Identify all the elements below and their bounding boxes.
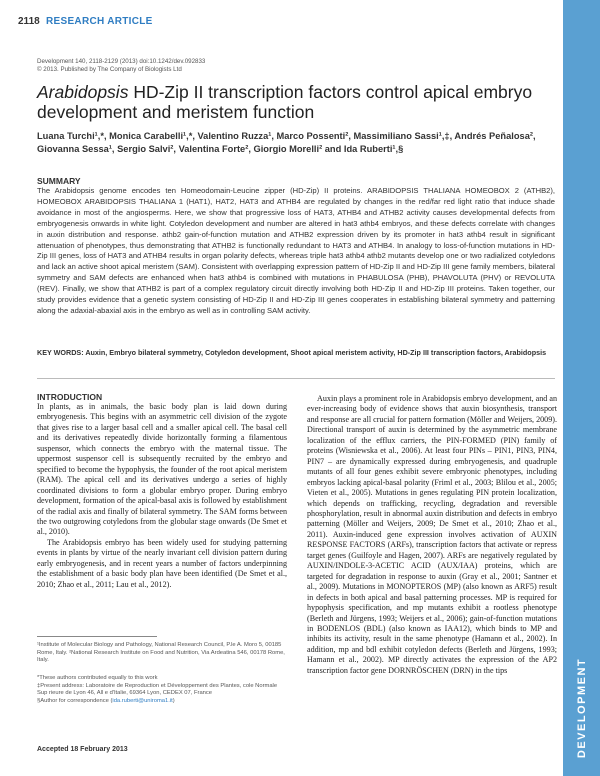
paragraph: The Arabidopsis embryo has been widely used for studying patterning events in plants by virtue of the nearly invariant cell division pattern during early embryogenesis, and in recent years a number of factors underpinning the establishment of a basic body plan have been identified (De Smet et al., 2010; Zhao et al., 2011; Lau et al., 2012).	[37, 537, 287, 589]
author-notes	[37, 675, 287, 706]
keywords: KEY WORDS: Auxin, Embryo bilateral symmetry, Cotyledon development, Shoot apical meristem activity, HD-Zip III transcription factors, Arabidopsis	[37, 348, 547, 357]
introduction-column-2	[307, 394, 557, 676]
equal-contribution-note: *These authors contributed equally to this work	[37, 675, 158, 681]
correspondence-email-link[interactable]: ida.ruberti@uniroma1.it	[112, 698, 173, 705]
accepted-date: Accepted 18 February 2013	[37, 746, 128, 753]
page-number: 2118	[18, 16, 40, 27]
copyright-line: © 2013. Published by The Company of Biologists Ltd	[37, 66, 182, 73]
footnote-divider	[37, 636, 157, 637]
correspondence-note	[37, 698, 287, 706]
paragraph: In plants, as in animals, the basic body plan is laid down during embryogenesis. This begins with an asymmetric cell division of the zygote that gives rise to a larger basal cell and a smaller apical cell. The basal cell and its derivatives repeatedly divide horizontally forming a filamentous suspensor, which connects the embryo with the maternal tissue. The uppermost suspensor cell is subsequently recruited by the embryo and specified to become the hypophysis, the founder of the root apical meristem (RAM). The apical cell and its derivatives undergo a series of highly coordinated divisions to form a globular embryo proper. During embryo development, formation of the apical-basal axis is followed by establishment of the radial axis and finally of bilateral symmetry. The SAM forms between the two outgrowing cotyledons from the globular stage onwards (De Smet et al., 2010).	[37, 402, 287, 537]
affiliations: ¹Institute of Molecular Biology and Pathology, National Research Council, P.le A. Moro 5, 00185 Rome, Italy. ²National Research Institute on Food and Nutrition, Via Ardeatina 546, 00178 Rome, Italy.	[37, 642, 285, 664]
side-tab-label: DEVELOPMENT	[575, 657, 588, 759]
title-italic: Arabidopsis	[37, 82, 129, 102]
author-list: Luana Turchi¹,*, Monica Carabelli¹,*, Valentino Ruzza¹, Marco Possenti², Massimiliano Sassi¹,‡, Andrés Peñalosa², Giovanna Sessa¹, Sergio Salvi², Valentina Forte², Giorgio Morelli² and Ida Ruberti¹,§	[37, 131, 536, 154]
correspondence-label: §Author for correspondence (	[37, 698, 113, 705]
correspondence-close: )	[172, 698, 175, 705]
citation-line: Development 140, 2118-2129 (2013) doi:10.1242/dev.092833	[37, 58, 206, 65]
present-address-note: ‡Present address: Laboratoire de Reproduction et Développement des Plantes, cole Normale Sup rieure de Lyon 46, All e d'Italie, 69364 Lyon, CEDEX 07, France	[37, 682, 278, 697]
introduction-heading: INTRODUCTION	[37, 392, 103, 402]
paragraph: Auxin plays a prominent role in Arabidopsis embryo development, and an ever-increasing body of evidence shows that auxin biosynthesis, transport and response are all crucial for pattern formation (Möller and Weijers, 2009). Directional transport of auxin is determined by the asymmetric membrane localization of the efflux carriers, the PIN-FORMED (PIN) family of proteins (Wisniewska et al., 2006). At least four PINs – PIN1, PIN3, PIN4, PIN7 – are dynamically expressed during embryogenesis, and quadruple mutants of all four genes exhibit severe embryonic phenotypes, including embryos lacking apical-basal polarity (Friml et al., 2003; Blilou et al., 2005; Vieten et al., 2005). Mutations in genes regulating PIN protein localization, which depends on trafficking, recycling, degradation and reversible phosphorylation, result in abnormal auxin distribution and defects in embryo patterning (Möller and Weijers, 2009; De Smet et al., 2010; Zhao et al., 2011). Auxin-induced gene expression involves activation of AUXIN RESPONSE FACTORS (ARFs), transcription factors that activate or repress target genes (Guilfoyle and Hagen, 2007). ARFs are negatively regulated by AUXIN/INDOLE-3-ACETIC ACID (AUX/IAA) proteins, which are targeted for degradation in response to auxin (Gray et al., 2001; Santner et al., 2009). Mutations in MONOPTEROS (MP) (also known as ARF5) result in defects in both apical and basal patterning processes. MP is required for hypophysis specification, and mp mutants exhibit a rootless phenotype (Berleth and Jürgens, 1993; Weijers et al., 2006); gain-of-function mutations in BODENLOS (BDL) (also known as IAA12), which binds to MP and inhibits its activity, result in the same phenotype (Hamann et al., 2002). In addition, mp and bdl exhibit cotyledon defects (Berleth and Jürgens, 1993; Hamann et al., 2002). MP directly activates the expression of the AP2 transcription factor gene DORNRÖSCHEN (DRN) in the tips	[307, 394, 557, 675]
introduction-column-1	[37, 402, 287, 590]
section-label: RESEARCH ARTICLE	[46, 16, 153, 27]
side-tab	[563, 648, 600, 768]
summary-text: The Arabidopsis genome encodes ten Homeodomain-Leucine zipper (HD-Zip) II proteins. ARABIDOPSIS THALIANA HOMEOBOX 2 (ATHB2), HOMEOBOX ARABIDOPSIS THALIANA 1 (HAT1), HAT2, HAT3 and ATHB4 are regulated by changes in the red/far red light ratio that induce shade avoidance in most of the angiosperms. Here, we show that progressive loss of HAT3, ATHB4 and ATHB2 activity causes developmental defects from embryogenesis onwards in white light. Cotyledon development and number are altered in hat3 athb4 embryos, and these defects correlate with changes in auxin distribution and response. athb2 gain-of-function mutation and ATHB2 expression driven by its promoter in hat3 athb4 result in significant attenuation of phenotypes, thus demonstrating that ATHB2 is functionally redundant to HAT3 and ATHB4. In analogy to loss-of-function mutations in HD-Zip III genes, loss of HAT3 and ATHB4 results in organ polarity defects, whereas triple hat3 athb4 athb2 mutants develop one or two radialized cotyledons and lack an active shoot apical meristem (SAM). Consistent with overlapping expression pattern of HD-Zip II and HD-Zip III gene family members, bilateral symmetry and SAM defects are enhanced when hat3 athb4 is combined with mutations in PHABULOSA (PHB), PHAVOLUTA (PHV) or REVOLUTA (REV). Finally, we show that ATHB2 is part of a complex regulatory circuit directly involving both HD-Zip II and HD-Zip III proteins. Taken together, our study provides evidence that a genetic system consisting of HD-Zip II and HD-Zip III genes cooperates in establishing bilateral symmetry and patterning along the adaxial-abaxial axis in the embryo as well as in controlling SAM activity.	[37, 186, 555, 315]
article-title	[37, 82, 557, 122]
summary-heading: SUMMARY	[37, 176, 81, 186]
citation-meta	[37, 58, 205, 74]
divider	[37, 378, 555, 379]
title-rest: HD-Zip II transcription factors control apical embryo development and meristem function	[37, 82, 533, 122]
